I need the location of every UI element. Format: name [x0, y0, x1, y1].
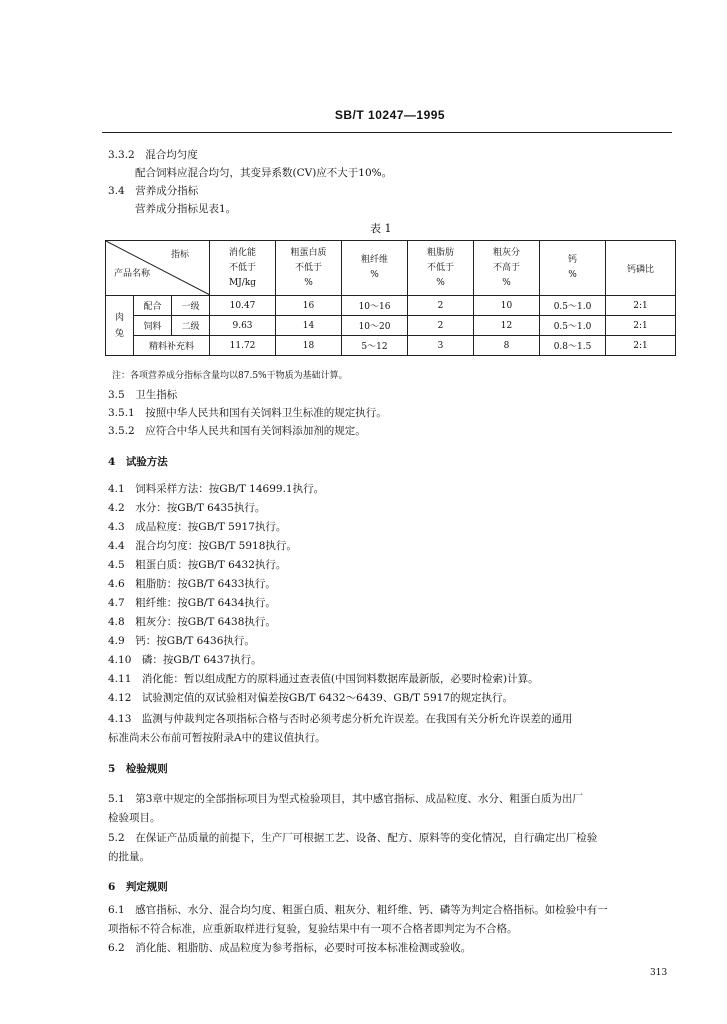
cell-protein: 18 — [276, 336, 342, 356]
section-number: 4.2 — [108, 502, 125, 514]
cell-energy: 9.63 — [210, 316, 276, 336]
section-number: 6.2 — [108, 942, 125, 954]
section-number: 3.3.2 — [108, 149, 135, 161]
section-text: 监测与仲裁判定各项指标合格与否时必须考虑分析允许误差。在我国有关分析允许误差的通用 — [141, 713, 573, 725]
header-energy: 消化能 不低于 MJ/kg — [210, 241, 276, 296]
test-method-item — [108, 596, 276, 610]
test-method-item — [108, 691, 513, 705]
section-3-3-2-text: 配合饲料应混合均匀，其变异系数(CV)应不大于10%。 — [135, 167, 393, 179]
nutrition-table — [105, 240, 676, 356]
section-text: 消化能：暂以组成配方的原料通过查表值(中国饲料数据库最新版，必要时检索)计算。 — [141, 673, 539, 685]
header-rule — [102, 132, 672, 133]
section-text: 按照中华人民共和国有关饲料卫生标准的规定执行。 — [145, 407, 387, 419]
cell-ratio: 2:1 — [606, 316, 676, 336]
cell-energy: 10.47 — [210, 296, 276, 316]
section-title: 混合均匀度 — [145, 149, 198, 161]
section-title: 试验方法 — [125, 456, 168, 468]
cell-ash: 10 — [474, 296, 540, 316]
section-number: 4.11 — [108, 673, 132, 685]
section-number: 4.1 — [108, 483, 125, 495]
section-number: 4.3 — [108, 521, 125, 533]
cell-fiber: 10～20 — [342, 316, 408, 336]
section-6-2 — [108, 941, 471, 955]
section-3-5-heading — [108, 388, 177, 402]
section-number: 5 — [108, 763, 116, 775]
section-text: 粗脂肪：按GB/T 6433执行。 — [135, 578, 276, 590]
section-number: 3.5.2 — [108, 425, 135, 437]
section-text: 试验测定值的双试验相对偏差按GB/T 6432～6439、GB/T 5917的规定执行。 — [141, 692, 514, 704]
section-number: 4.8 — [108, 616, 125, 628]
cell-ash: 8 — [474, 336, 540, 356]
section-number: 4.13 — [108, 713, 132, 725]
section-5-2-line2: 的批量。 — [108, 851, 150, 863]
section-text: 应符合中华人民共和国有关饲料添加剂的规定。 — [145, 425, 366, 437]
section-6-1-line1 — [108, 903, 608, 917]
cell-ratio: 2:1 — [606, 296, 676, 316]
section-4-13-line2: 标准尚未公布前可暂按附录A中的建议值执行。 — [108, 732, 326, 744]
header-product-name: 产品名称 — [114, 269, 151, 279]
section-number: 4.6 — [108, 578, 125, 590]
cell-fat: 3 — [408, 336, 474, 356]
test-method-item — [108, 672, 539, 686]
cell-ratio: 2:1 — [606, 336, 676, 356]
table-row — [106, 336, 676, 356]
page-number: 313 — [650, 968, 668, 978]
section-text: 水分：按GB/T 6435执行。 — [135, 502, 266, 514]
grade-cell: 一级 — [172, 296, 210, 316]
cell-fiber: 5～12 — [342, 336, 408, 356]
section-5-heading — [108, 762, 168, 776]
cell-energy: 11.72 — [210, 336, 276, 356]
grade-cell: 二级 — [172, 316, 210, 336]
header-fiber: 粗纤维 % — [342, 241, 408, 296]
section-text: 饲料采样方法：按GB/T 14699.1执行。 — [135, 483, 325, 495]
section-text: 感官指标、水分、混合均匀度、粗蛋白质、粗灰分、粗纤维、钙、磷等为判定合格指标。如检验中有一 — [135, 904, 608, 916]
section-text: 混合均匀度：按GB/T 5918执行。 — [135, 540, 297, 552]
section-title: 检验规则 — [125, 763, 168, 775]
test-method-item — [108, 634, 255, 648]
sub-label-cell: 饲料 — [134, 316, 172, 336]
section-text: 粗灰分：按GB/T 6438执行。 — [135, 616, 276, 628]
cell-fiber: 10～16 — [342, 296, 408, 316]
section-number: 4.4 — [108, 540, 125, 552]
header-indicator: 指标 — [171, 250, 190, 260]
section-text: 粗蛋白质：按GB/T 6432执行。 — [135, 559, 287, 571]
section-6-heading — [108, 880, 168, 894]
cell-calcium: 0.8～1.5 — [540, 336, 606, 356]
table-note: 注：各项营养成分指标含量均以87.5%干物质为基础计算。 — [112, 371, 348, 381]
section-5-1-line1 — [108, 792, 583, 806]
section-5-2-line1 — [108, 831, 597, 845]
test-method-item — [108, 615, 276, 629]
section-3-4-heading — [108, 184, 198, 198]
cell-protein: 16 — [276, 296, 342, 316]
section-title: 判定规则 — [125, 881, 168, 893]
header-fat: 粗脂肪 不低于 % — [408, 241, 474, 296]
section-text: 钙：按GB/T 6436执行。 — [135, 635, 255, 647]
header-calcium: 钙 % — [540, 241, 606, 296]
test-method-item — [108, 482, 324, 496]
header-protein: 粗蛋白质 不低于 % — [276, 241, 342, 296]
group-label-cell — [106, 296, 134, 356]
sub-label-cell: 配合 — [134, 296, 172, 316]
test-method-item — [108, 558, 286, 572]
cell-protein: 14 — [276, 316, 342, 336]
diagonal-header-cell — [106, 241, 210, 296]
section-number: 5.1 — [108, 793, 125, 805]
section-3-5-2 — [108, 424, 366, 438]
section-number: 4.10 — [108, 654, 132, 666]
section-text: 粗纤维：按GB/T 6434执行。 — [135, 597, 276, 609]
section-4-heading — [108, 455, 168, 469]
section-text: 第3章中规定的全部指标项目为型式检验项目，其中感官指标、成品粒度、水分、粗蛋白质为出厂 — [135, 793, 583, 805]
section-5-1-line2: 检验项目。 — [108, 812, 161, 824]
standard-header: SB/T 10247—1995 — [334, 108, 446, 122]
group-label: 肉兔 — [114, 312, 124, 339]
section-text: 消化能、粗脂肪、成品粒度为参考指标，必要时可按本标准检测或验收。 — [135, 942, 472, 954]
section-number: 4.12 — [108, 692, 132, 704]
section-number: 4.7 — [108, 597, 125, 609]
section-3-5-1 — [108, 406, 387, 420]
section-title: 卫生指标 — [135, 389, 178, 401]
section-4-13-line1 — [108, 712, 572, 726]
section-number: 4.5 — [108, 559, 125, 571]
cell-ash: 12 — [474, 316, 540, 336]
section-6-1-line2: 项指标不符合标准，应重新取样进行复验，复验结果中有一项不合格者即判定为不合格。 — [108, 923, 518, 935]
table-row — [106, 316, 676, 336]
section-text: 成品粒度：按GB/T 5917执行。 — [135, 521, 287, 533]
table-row — [106, 296, 676, 316]
section-number: 5.2 — [108, 832, 125, 844]
test-method-item — [108, 539, 297, 553]
header-ash: 粗灰分 不高于 % — [474, 241, 540, 296]
test-method-item — [108, 520, 286, 534]
cell-calcium: 0.5～1.0 — [540, 316, 606, 336]
section-number: 6.1 — [108, 904, 125, 916]
cell-calcium: 0.5～1.0 — [540, 296, 606, 316]
section-number: 3.4 — [108, 185, 125, 197]
header-ca-p-ratio: 钙磷比 — [606, 241, 676, 296]
section-text: 在保证产品质量的前提下，生产厂可根据工艺、设备、配方、原料等的变化情况，自行确定出厂检验 — [135, 832, 598, 844]
cell-fat: 2 — [408, 296, 474, 316]
grade-cell: 精料补充料 — [134, 336, 210, 356]
test-method-item — [108, 501, 265, 515]
section-3-4-text: 营养成分指标见表1。 — [135, 203, 237, 215]
table-caption: 表 1 — [370, 222, 392, 235]
section-text: 磷：按GB/T 6437执行。 — [141, 654, 262, 666]
test-method-item — [108, 653, 262, 667]
section-number: 3.5.1 — [108, 407, 135, 419]
section-3-3-2-heading — [108, 148, 198, 162]
section-number: 3.5 — [108, 389, 125, 401]
section-title: 营养成分指标 — [135, 185, 199, 197]
section-number: 4 — [108, 456, 116, 468]
test-method-item — [108, 577, 276, 591]
section-number: 4.9 — [108, 635, 125, 647]
section-number: 6 — [108, 881, 116, 893]
cell-fat: 2 — [408, 316, 474, 336]
